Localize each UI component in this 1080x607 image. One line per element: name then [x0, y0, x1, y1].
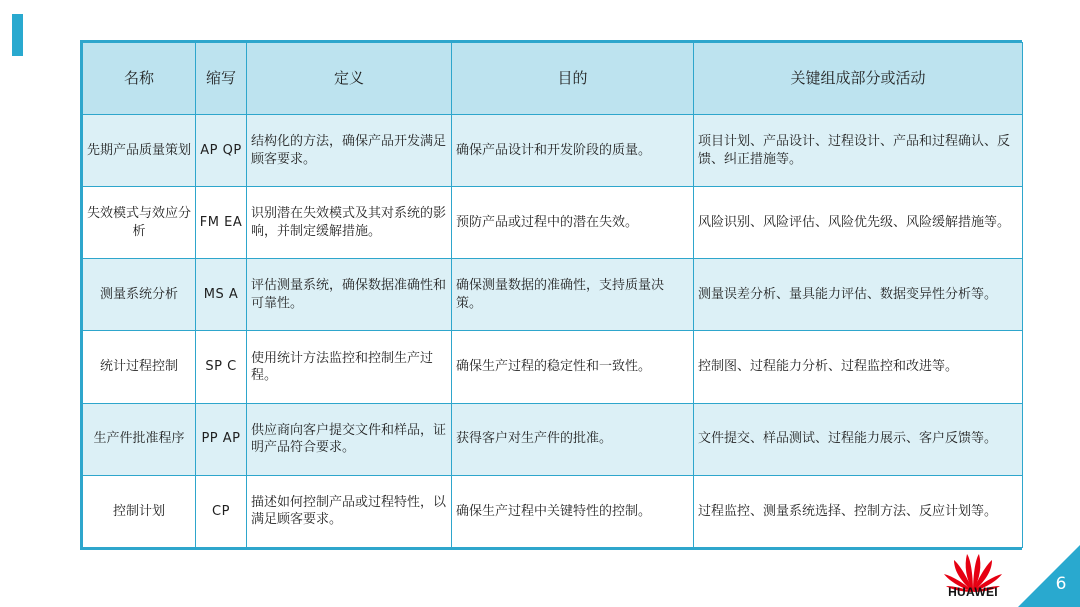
cell-definition: 评估测量系统，确保数据准确性和可靠性。 [247, 259, 452, 331]
page-number: 6 [1055, 574, 1067, 594]
table-row [83, 403, 1023, 475]
cell-purpose: 确保生产过程的稳定性和一致性。 [452, 331, 694, 403]
cell-name: 测量系统分析 [83, 259, 196, 331]
cell-activities: 文件提交、样品测试、过程能力展示、客户反馈等。 [694, 403, 1023, 475]
cell-definition: 供应商向客户提交文件和样品，证明产品符合要求。 [247, 403, 452, 475]
cell-purpose: 确保产品设计和开发阶段的质量。 [452, 115, 694, 187]
header-purpose: 目的 [452, 43, 694, 115]
cell-abbr: PP AP [196, 403, 247, 475]
header-definition: 定义 [247, 43, 452, 115]
cell-purpose: 获得客户对生产件的批准。 [452, 403, 694, 475]
cell-abbr: FM EA [196, 187, 247, 259]
definitions-table [82, 42, 1023, 548]
cell-name: 生产件批准程序 [83, 403, 196, 475]
cell-abbr: SP C [196, 331, 247, 403]
table-row [83, 331, 1023, 403]
cell-definition: 描述如何控制产品或过程特性，以满足顾客要求。 [247, 475, 452, 547]
cell-purpose: 确保测量数据的准确性，支持质量决策。 [452, 259, 694, 331]
cell-name: 失效模式与效应分析 [83, 187, 196, 259]
header-name: 名称 [83, 43, 196, 115]
cell-name: 先期产品质量策划 [83, 115, 196, 187]
cell-purpose: 确保生产过程中关键特性的控制。 [452, 475, 694, 547]
table-header-row [83, 43, 1023, 115]
cell-name: 控制计划 [83, 475, 196, 547]
cell-abbr: CP [196, 475, 247, 547]
cell-definition: 使用统计方法监控和控制生产过程。 [247, 331, 452, 403]
table-row [83, 259, 1023, 331]
cell-name: 统计过程控制 [83, 331, 196, 403]
title-accent-bar [12, 14, 23, 56]
cell-purpose: 预防产品或过程中的潜在失效。 [452, 187, 694, 259]
huawei-wordmark: HUAWEI [948, 585, 998, 599]
cell-abbr: AP QP [196, 115, 247, 187]
cell-activities: 测量误差分析、量具能力评估、数据变异性分析等。 [694, 259, 1023, 331]
table-row [83, 187, 1023, 259]
header-abbr: 缩写 [196, 43, 247, 115]
cell-definition: 识别潜在失效模式及其对系统的影响，并制定缓解措施。 [247, 187, 452, 259]
table-row [83, 115, 1023, 187]
header-activities: 关键组成部分或活动 [694, 43, 1023, 115]
cell-activities: 控制图、过程能力分析、过程监控和改进等。 [694, 331, 1023, 403]
table-row [83, 475, 1023, 547]
cell-definition: 结构化的方法，确保产品开发满足顾客要求。 [247, 115, 452, 187]
definitions-table-container [80, 40, 1022, 550]
cell-activities: 项目计划、产品设计、过程设计、产品和过程确认、反馈、纠正措施等。 [694, 115, 1023, 187]
cell-activities: 风险识别、风险评估、风险优先级、风险缓解措施等。 [694, 187, 1023, 259]
cell-abbr: MS A [196, 259, 247, 331]
cell-activities: 过程监控、测量系统选择、控制方法、反应计划等。 [694, 475, 1023, 547]
